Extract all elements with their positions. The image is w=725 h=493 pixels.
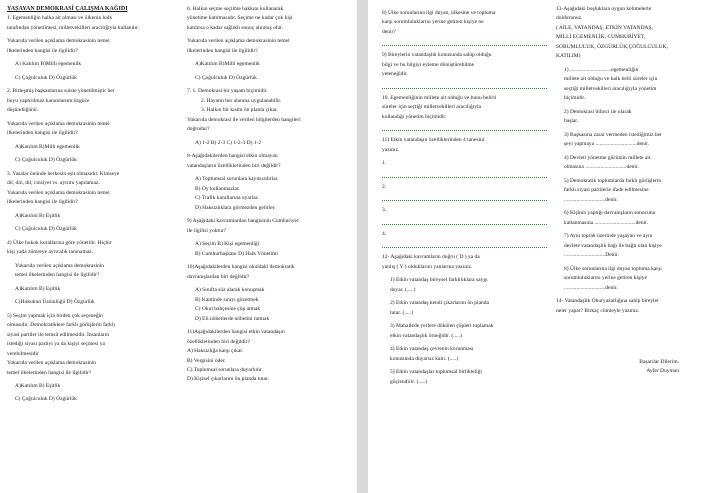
worksheet-text-line: doğrudur?	[187, 126, 210, 133]
worksheet-text-line: yönetime katılmasıdır. Seçime ne kadar çok kişi	[187, 15, 293, 22]
signature	[556, 359, 721, 376]
worksheet-text-line: neler yapar? Birkaç cümleyle yazınız.	[556, 307, 640, 314]
worksheet-text-line: ilkelerinden hangisi ile ilgilidir?	[7, 47, 78, 54]
worksheet-text-line: yanlış ( Y ) olduklarını yanlarına yazınız.	[382, 263, 473, 270]
worksheet-text-line: Yukarıda verilen açıklama demokrasinin temel	[7, 120, 110, 127]
worksheet-text-line: ilkelerinden hangisi ile ilgilidir?	[7, 199, 78, 206]
worksheet-text-line: ..............................Denir.	[564, 252, 619, 259]
worksheet-text-line: ( AİLE, VATANDAŞ, ETKİN VATANDAŞ,	[556, 24, 653, 31]
worksheet-text-line: A) Katılım B)Milli egemenlik	[15, 61, 82, 68]
worksheet-text-line: 10. Egemenliğinin millete ait olduğu ve bunu belirli	[382, 94, 497, 101]
worksheet-text-line: 5) Demokratik toplumlarda farklı görüşlerin	[564, 177, 662, 184]
worksheet-text-line: duyar. (.....)	[390, 286, 416, 293]
worksheet-text-line: A)Katılım B) Eşitlik	[15, 382, 61, 389]
worksheet-text-line: seçtiği milletvekilleri aracılığıyla yönetim	[564, 85, 657, 92]
worksheet-text-line: ile ilgilisi yoktur?	[187, 227, 227, 234]
answer-line	[382, 170, 547, 178]
worksheet-text-line: 13-Aşağıdaki boşluklara uygun kelimelerle	[556, 6, 652, 12]
worksheet-text-line: siyasi partiler ile temsil edilmesidir. İnsanların	[7, 331, 110, 338]
worksheet-page-2	[368, 0, 725, 493]
worksheet-text-line: A)Katılım B) Eşitlik	[15, 212, 61, 219]
worksheet-text-line: 11)Aşağıdakilerden hangisi etkin vatandaşın	[187, 329, 285, 336]
worksheet-text-line: yeteneğidir.	[382, 71, 408, 78]
worksheet-text-line: vatandaşların özelliklerinden biri değildir?	[187, 162, 281, 169]
worksheet-text-line: davranışlardan biri değildir?	[187, 273, 250, 280]
worksheet-text-line: sorumluluklarını yerine getiren kişiye	[564, 275, 647, 282]
worksheet-text-line: 5) Etkin vatandaşlar toplumsal birlikteliği	[390, 369, 482, 376]
worksheet-text-line: katılırsa o kadar sağlıklı sonuç alınmış olur.	[187, 24, 284, 31]
worksheet-text-line: ilkelerinden hangisi ile ilgilidir?	[187, 47, 258, 54]
worksheet-text-line: güçlendirir. (.....)	[390, 378, 428, 385]
worksheet-text-line: 10)Aşağıdakilerden hangisi okuldaki demokratik	[187, 264, 295, 271]
worksheet-text-line: düşündüğünü.	[7, 107, 39, 114]
worksheet-text-line: A)Katılım B)Milli egemenlik	[15, 143, 80, 150]
worksheet-text-line: 1) Etkin vatandaş bireysel farklılıklara saygı	[390, 277, 488, 284]
worksheet-text-line: B) Cumhurbaşkanı D) Halk Yönetimi	[195, 250, 278, 257]
answer-line	[382, 123, 547, 131]
worksheet-text-line: Yukarıda verilen açıklama demokrasinin temel	[7, 189, 110, 196]
answer-line	[382, 240, 547, 248]
worksheet-text-line: C) Çoğulculuk D) Özgürlük	[15, 396, 77, 403]
worksheet-text-line: boyu yaptırılmaz kanunlarımı özgüce	[7, 97, 90, 104]
worksheet-text-line: özelliklerinden biri değildir?	[187, 338, 250, 345]
worksheet-text-line: SORUMLULUK, ÖZGÜRLÜK,ÇOĞULCULUK,	[556, 43, 668, 50]
worksheet-text-line: olmasına ..............................denir.	[564, 164, 639, 171]
worksheet-text-line: 6. Halkın seçme seçilme hakkını kullanarak	[187, 6, 284, 12]
worksheet-text-line: bilgi ve bu bilgiyi eyleme dönüştürebilme	[382, 61, 475, 68]
worksheet-text-line: süreler için seçtiği milletvekilleri aracılığıyla	[382, 104, 481, 111]
worksheet-text-line: 8-Aşağıdakilerden hangisi etkin olmayan	[187, 153, 278, 160]
worksheet-text-line: 6) Kişinin yaptığı davranışların sonucuna	[564, 210, 656, 217]
worksheet-text-line: Yukarıda verilen açıklama demokrasinin temel	[7, 38, 110, 45]
worksheet-text-line: 3) Mahallede yerlere dökülen çöpleri toplamak	[390, 323, 494, 330]
worksheet-text-line: A) Haksızlığa karşı çıkar.	[187, 348, 244, 355]
worksheet-text-line: 8) Ülke sorunlarına ilgi duyan, ülkesine ve topluma	[382, 10, 496, 16]
answer-line	[382, 217, 547, 225]
worksheet-text-line: Yukarıda verilen açıklama demokrasinin	[15, 262, 105, 269]
worksheet-text-line: C) Okul bahçesine çöp atmak	[195, 306, 261, 313]
worksheet-text-line: B) Vergisini öder.	[187, 357, 226, 364]
worksheet-text-line: 3. Halkın bir kısmı ön planla çıkar.	[201, 107, 278, 114]
worksheet-text-line: KATILIM)	[556, 53, 581, 60]
page-1-column-2	[187, 6, 352, 386]
worksheet-text-line: 1.	[382, 160, 387, 167]
worksheet-text-line: 1) ..............................egemenliğin	[564, 66, 639, 73]
worksheet-text-line: MİLLİ EGEMENLİK, CUMHURİYET,	[556, 34, 646, 41]
worksheet-text-line: katlanmasına ..............................denir.	[564, 219, 649, 226]
worksheet-text-line: 2. Hayatın her alanına uygulanabilir.	[201, 97, 282, 104]
worksheet-text-line: C) Çoğulculuk D) Özgürlük	[195, 74, 257, 81]
worksheet-page-1	[0, 0, 357, 493]
worksheet-text-line: C) Çoğulculuk D) Özgürlük	[15, 226, 77, 233]
worksheet-text-line: ..............................denir.	[564, 196, 618, 203]
worksheet-text-line: C) Toplumsal sorunlara duyarlıdır.	[187, 366, 263, 373]
worksheet-text-line: 14- Vatandaşlık Okuryazarlığına sahip bireyler	[556, 298, 659, 305]
worksheet-text-line: 12- Aşağıdaki kavramların doğru ( D ) ya da	[382, 254, 480, 261]
answer-line	[382, 81, 547, 89]
worksheet-text-line: C) Çoğulculuk D) Özgürlük	[15, 157, 77, 164]
worksheet-text-line: 5) Seçim yapmak için birden çok seçeneğin	[7, 312, 103, 319]
worksheet-text-line: D) Haksızlıklara görmezden gelirler.	[195, 204, 276, 211]
worksheet-text-line: C) Trafik kurallarına uyarlar.	[195, 195, 259, 202]
worksheet-text-line: 2. Birleşmiş başkanlarına suiste yönetilmiştir her	[7, 88, 115, 95]
worksheet-text-line: A)Katılım B)Milli egemenlik	[195, 61, 260, 68]
worksheet-text-line: başlar.	[564, 118, 579, 125]
worksheet-text-line: 4) Ülke hukuk kurallarına göre yönetilir. Hiçbir	[7, 239, 112, 246]
worksheet-text-line: 3) Başkasına zarar vermeden istediğimiz her	[564, 131, 662, 138]
worksheet-text-line: etkin vatandaşlık örneğidir. (.....)	[390, 332, 462, 339]
page-2-column-1	[382, 6, 547, 388]
worksheet-text-line: kişi yada zümreye ayrıcalık tanınamaz.	[7, 249, 93, 256]
worksheet-text-line: yazınız.	[382, 146, 400, 153]
worksheet-text-line: 7. 1. Demokrasi bir yaşam biçimidir.	[187, 88, 268, 95]
worksheet-text-line: A) 1-2 B) 2-3 C) 1-2-3 D) 1-2	[195, 139, 262, 146]
worksheet-text-line: 1. Egemenliğin halka ait olması ve ülkenin halk	[7, 15, 113, 22]
worksheet-text-line: 8) Ülke sorunlarına ilgi duyan topluma karşı	[564, 265, 662, 272]
worksheet-text-line: biçimidir.	[564, 95, 586, 102]
worksheet-text-line: 9) Bireylerin vatandaşlık konusunda sahip olduğu	[382, 52, 492, 59]
worksheet-text-line: 9) Aşağıdaki kavramlardan hangisinin Cumhuriyet	[187, 218, 299, 225]
worksheet-text-line: D) Kişisel çıkarlarını ön planda tutar.	[187, 376, 269, 383]
worksheet-text-line: B) Oy kullanmazlar.	[195, 185, 240, 192]
worksheet-text-line: konusunda duyarsız kalır. (.....)	[390, 355, 459, 362]
worksheet-title: YAŞAYAN DEMOKRASİ ÇALIŞMA KAĞIDI	[7, 6, 128, 12]
worksheet-text-line: 11) Etkin vatandaşın özelliklerinden 4 tanesini	[382, 137, 485, 144]
worksheet-text-line: Yukarıda verilen açıklama demokrasinin	[7, 360, 97, 367]
worksheet-text-line: B) Kantinde sırayı gözetmek	[195, 296, 259, 303]
worksheet-text-line: 4.	[382, 230, 387, 237]
worksheet-text-line: ilkelerinden hangisi ile ilgilidir?	[7, 130, 78, 137]
worksheet-text-line: 2) Demokrasi bilinci ile olarak	[564, 108, 632, 115]
answer-line	[382, 38, 547, 46]
worksheet-text-line: 4) Devleti yönetme gücünün millete ait	[564, 154, 651, 161]
worksheet-text-line: verebilmesidir	[7, 350, 39, 357]
worksheet-text-line: şeyi yapmaya ..............................denir.	[564, 141, 650, 148]
worksheet-text-line: ..............................denir.	[564, 284, 618, 291]
page-2-column-2	[556, 6, 721, 378]
worksheet-text-line: istediği siyasi partiyi ya da kişiyi seçmesi ya	[7, 341, 105, 348]
worksheet-text-line: A) Sınıfta söz alarak konuşmak	[195, 287, 265, 294]
worksheet-text-line: 3. Yasalar önünde herkesin eşit olmasıdır. Kimseye	[7, 170, 120, 177]
worksheet-text-line: karşı sorumluluklarını yerine getiren kişiye ne	[382, 19, 484, 26]
worksheet-text-line: 7) Aynı toprak üzerinde yaşayan ve aynı	[564, 233, 653, 240]
worksheet-text-line: temel ilkelerinden hangisi ile ilgilidir?	[7, 369, 92, 376]
worksheet-text-line: A) Seçim B) Kişi egemenliği	[195, 241, 260, 248]
worksheet-text-line: A) Toplumsal sorunlara kayıtsızdırlar.	[195, 176, 279, 183]
signature-line: Başarılar Dilerim.	[639, 358, 679, 365]
worksheet-text-line: devlete vatandaşlık bağı ile bağlı olan kişiye	[564, 242, 662, 249]
worksheet-text-line: Yukarıda verilen açıklama demokrasinin temel	[187, 38, 290, 45]
worksheet-text-line: temel ilkelerinden hangisi ile ilgilidir?	[15, 272, 100, 279]
worksheet-text-line: C) Çoğulculuk D) Özgürlük	[15, 74, 77, 81]
answer-line	[382, 193, 547, 201]
worksheet-text-line: 3.	[382, 207, 387, 214]
worksheet-text-line: millete ait olduğu ve halk belli süreler için	[564, 76, 658, 83]
worksheet-text-line: C)Hukukun Üstünlüğü D) Özgürlük	[15, 299, 95, 306]
worksheet-text-line: D) Eli nöbetlerde nöbetini tutmak	[195, 315, 270, 322]
worksheet-text-line: tarafından yönetilmesi, milletvekilleri aracılığıyla kullanılır.	[7, 24, 139, 31]
worksheet-text-line: A)Katılım B) Eşitlik	[15, 285, 61, 292]
worksheet-text-line: denir?	[382, 28, 396, 35]
worksheet-text-line: tutar. (.....)	[390, 309, 414, 316]
signature-line: Ayfer Duyman	[646, 368, 679, 375]
worksheet-text-line: 2.	[382, 183, 387, 190]
worksheet-text-line: kullandığı yönetim biçimidir.	[382, 113, 447, 120]
worksheet-text-line: olmasıdır. Demokratiklere farklı görüşlerin farklı	[7, 322, 115, 329]
worksheet-text-line: farklı siyasi partilerle ifade edilmesine	[564, 187, 649, 194]
page-1-column-1	[7, 6, 177, 406]
worksheet-text-line: Yukarıda demokrasi ile verilen bilgilerden hangileri	[187, 116, 301, 123]
worksheet-text-line: 4) Etkin vatandaş çevrenin korunması	[390, 346, 474, 353]
worksheet-text-line: doldurunuz.	[556, 15, 583, 22]
worksheet-text-line: dil, din, dil, cinsiyet vs. ayrımı yapılamaz.	[7, 180, 100, 187]
worksheet-text-line: 2) Etkin vatandaş kendi çıkarlarını ön planda	[390, 300, 489, 307]
